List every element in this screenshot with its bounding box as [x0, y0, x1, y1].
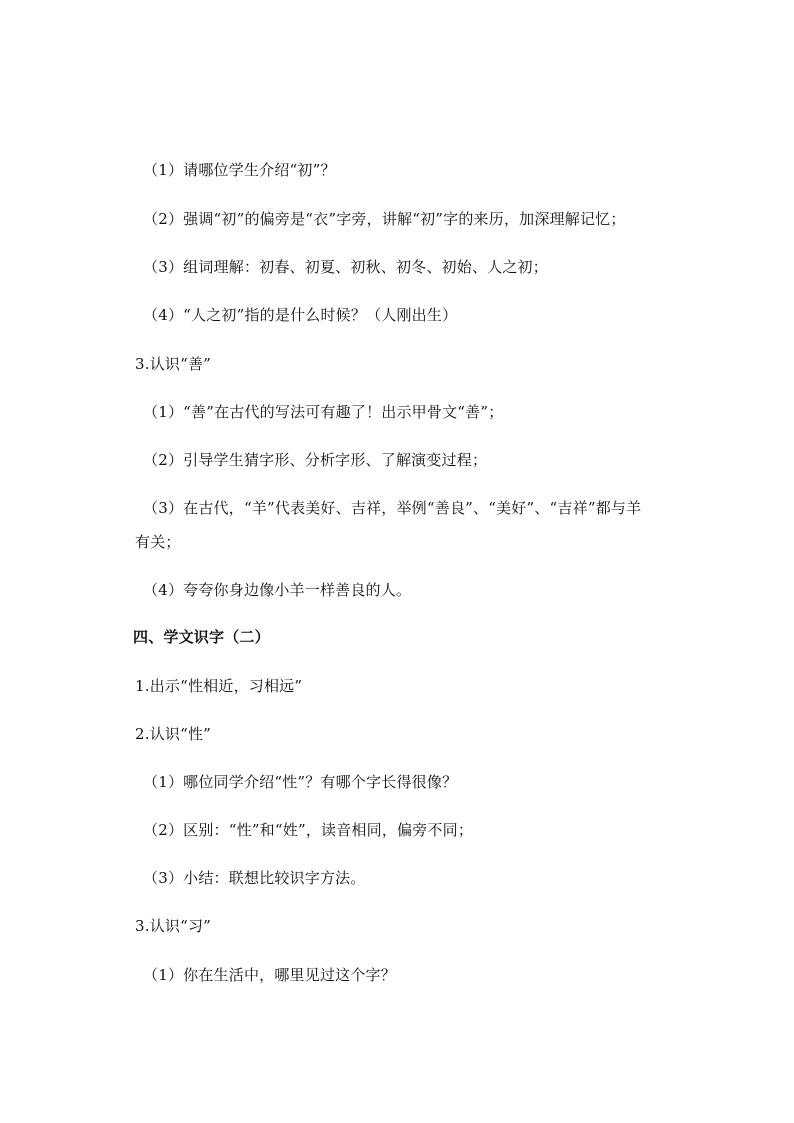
paragraph-item-3: （3）组词理解：初春、初夏、初秋、初冬、初始、人之初； [143, 258, 548, 276]
paragraph-item-9: （1）哪位同学介绍“性”？有哪个字长得很像？ [143, 773, 458, 791]
paragraph-item-7: （3）在古代，“羊”代表美好、吉祥，举例“善良”、“美好”、“吉祥”都与羊 [143, 499, 642, 517]
paragraph-item-6: （2）引导学生猜字形、分析字形、了解演变过程； [143, 451, 488, 469]
paragraph-item-11: （3）小结：联想比较识字方法。 [143, 869, 366, 887]
paragraph-item-7-continuation: 有关； [135, 533, 181, 551]
paragraph-item-4: （4）“人之初”指的是什么时候？（人刚出生） [143, 306, 458, 324]
paragraph-item-10: （2）区别：“性”和“姓”，读音相同，偏旁不同； [143, 821, 474, 839]
paragraph-item-12: （1）你在生活中，哪里见过这个字？ [143, 966, 396, 984]
section-subheading-1: 1.出示“性相近，习相远” [135, 677, 303, 695]
section-heading-four: 四、学文识字（二） [133, 628, 270, 646]
paragraph-item-1: （1）请哪位学生介绍“初”？ [143, 161, 336, 179]
paragraph-item-8: （4）夸夸你身边像小羊一样善良的人。 [143, 581, 412, 599]
section-subheading-2: 2.认识“性” [135, 725, 212, 743]
section-subheading-3: 3.认识“习” [135, 917, 212, 935]
paragraph-item-5: （1）“善”在古代的写法可有趣了！出示甲骨文“善”； [143, 403, 504, 421]
section-heading-3-1: 3.认识“善” [135, 355, 212, 373]
paragraph-item-2: （2）强调“初”的偏旁是“衣”字旁，讲解“初”字的来历，加深理解记忆； [143, 210, 626, 228]
